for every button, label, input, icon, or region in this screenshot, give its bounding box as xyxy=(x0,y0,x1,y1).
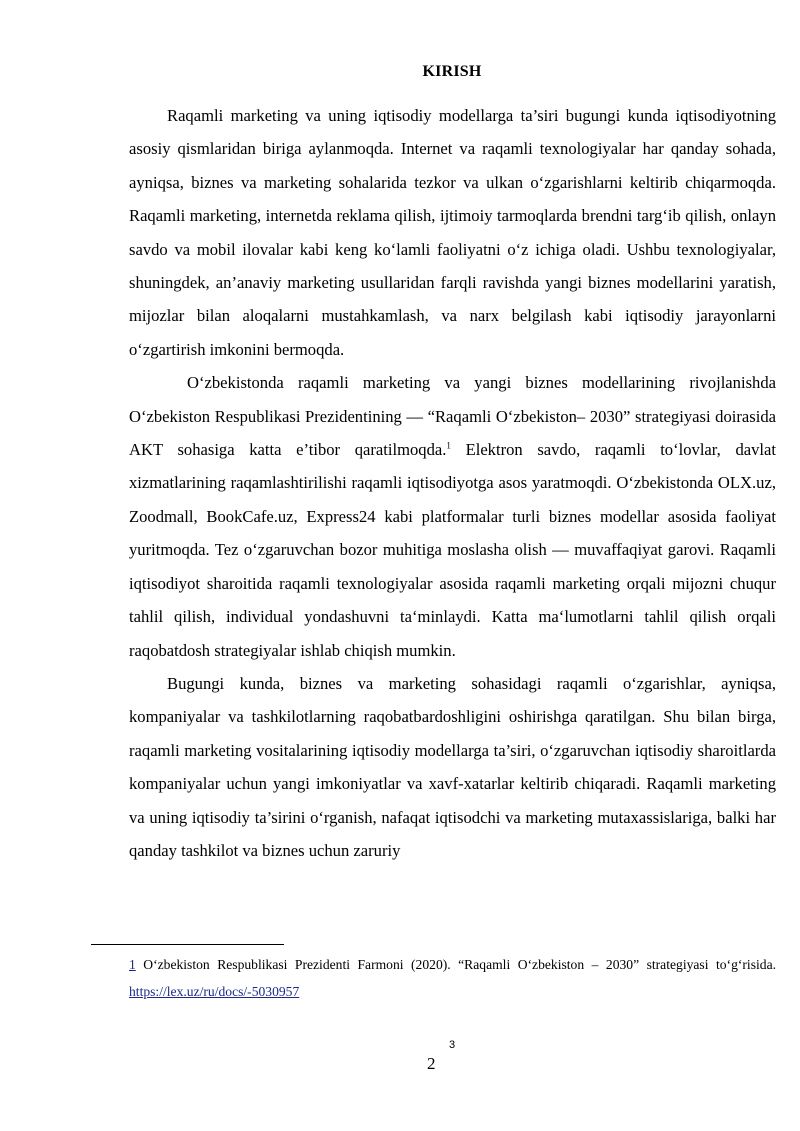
footnote-reference[interactable]: 1 xyxy=(446,440,451,451)
body-text xyxy=(129,99,776,867)
paragraph-2 xyxy=(129,366,776,667)
footnote-text: O‘zbekiston Respublikasi Prezidenti Farmoni (2020). “Raqamli O‘zbekiston – 2030” strategiyasi to‘g‘risida. xyxy=(135,957,776,972)
paragraph-2-text-after-ref: Elektron savdo, raqamli to‘lovlar, davlat xizmatlarining raqamlashtirilishi raqamli iqtisodiyotga asos yaratmoqdi. O‘zbekistonda OLX.uz, Zoodmall, BookCafe.uz, Express24 kabi platformalar turli biznes modellar asosida faoliyat yuritmoqda. Tez o‘zgaruvchan bozor muhitiga moslasha olish — muvaffaqiyat garovi. Raqamli iqtisodiyot sharoitida raqamli texnologiyalar asosida raqamli marketing orqali mijozni chuqur tahlil qilish, individual yondashuvni ta‘minlaydi. Katta ma‘lumotlarni tahlil qilish orqali raqobatdosh strategiyalar ishlab chiqish mumkin. xyxy=(129,440,777,660)
page-number: 2 xyxy=(427,1054,436,1073)
paragraph-3: Bugungi kunda, biznes va marketing sohasidagi raqamli o‘zgarishlar, ayniqsa, kompaniyalar va tashkilotlarning raqobatbardoshligini oshirishga qaratilgan. Shu bilan birga, raqamli marketing vositalarining iqtisodiy modellarga ta’siri, o‘zgaruvchan iqtisodiy sharoitlarda kompaniyalar uchun yangi imkoniyatlar va xavf-xatarlar keltirib chiqaradi. Raqamli marketing va uning iqtisodiy ta’sirini o‘rganish, nafaqat iqtisodchi va marketing mutaxassislariga, balki har qanday tashkilot va biznes uchun zaruriy xyxy=(129,673,776,860)
page-marker: 3 xyxy=(449,1039,456,1051)
paragraph-2-text-before-ref: O‘zbekistonda raqamli marketing va yangi biznes modellarining rivojlanishda O‘zbekiston Respublikasi Prezidentining — “Raqamli O‘zbekiston– 2030” strategiyasi doirasida AKT sohasiga katta e’tibor qaratilmoqda. xyxy=(129,373,776,460)
footnote-number[interactable]: 1 xyxy=(129,957,136,972)
paragraph-1: Raqamli marketing va uning iqtisodiy modellarga ta’siri bugungi kunda iqtisodiyotning asosiy qismlaridan biriga aylanmoqda. Internet va raqamli texnologiyalar har qanday sohada, ayniqsa, biznes va marketing sohalarida tezkor va ulkan o‘zgarishlarni keltirib chiqarmoqda. Raqamli marketing, internetda reklama qilish, ijtimoiy tarmoqlarda brendni targ‘ib qilish, onlayn savdo va mobil ilovalar kabi keng ko‘lamli faoliyatni o‘z ichiga oladi. Ushbu texnologiyalar, shuningdek, an’anaviy marketing usullaridan farqli ravishda yangi biznes modellarini yaratish, mijozlar bilan aloqalarni mustahkamlash, va narx belgilash kabi iqtisodiy jarayonlarni o‘zgartirish imkonini bermoqda. xyxy=(129,106,776,359)
page-title: KIRISH xyxy=(422,63,482,80)
footnote-separator xyxy=(91,944,284,945)
footnote-link[interactable]: https://lex.uz/ru/docs/-5030957 xyxy=(129,984,300,999)
footnote xyxy=(129,951,776,1005)
